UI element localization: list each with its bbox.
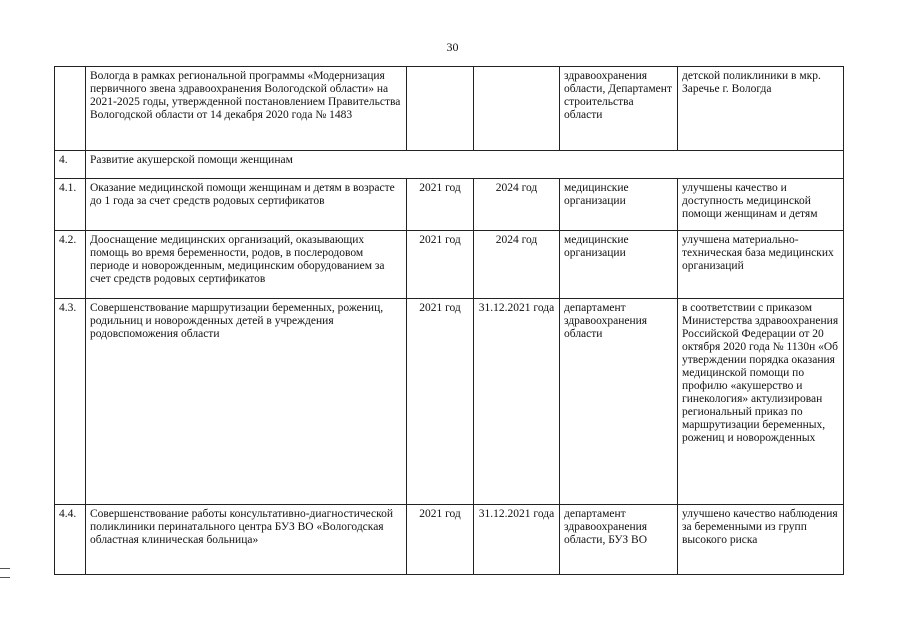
row-number: 4.3. bbox=[55, 299, 86, 505]
event-cell: Вологда в рамках региональной программы «Модернизация первичного звена здравоохранения Вологодской области» на 2021-2025 годы, утвержденной постановлением Правительства Вологодской области от 14 декабря 2020 года № 1483 bbox=[86, 67, 407, 151]
responsible-cell: медицинские организации bbox=[560, 231, 678, 299]
result-cell: улучшено качество наблюдения за беременными из групп высокого риска bbox=[678, 505, 844, 575]
end-date-cell bbox=[474, 67, 560, 151]
measures-table bbox=[54, 66, 844, 575]
section-number: 4. bbox=[55, 151, 86, 179]
table-row bbox=[55, 299, 844, 505]
responsible-cell: департамент здравоохранения области bbox=[560, 299, 678, 505]
start-date-cell: 2021 год bbox=[407, 299, 474, 505]
result-cell: улучшена материально-техническая база медицинских организаций bbox=[678, 231, 844, 299]
result-cell: детской поликлиники в мкр. Заречье г. Вологда bbox=[678, 67, 844, 151]
table-row bbox=[55, 151, 844, 179]
event-cell: Дооснащение медицинских организаций, оказывающих помощь во время беременности, родов, в послеродовом периоде и новорожденным, медицинским оборудованием за счет средств родовых сертификатов bbox=[86, 231, 407, 299]
result-cell: улучшены качество и доступность медицинской помощи женщинам и детям bbox=[678, 179, 844, 231]
table-row bbox=[55, 231, 844, 299]
row-number bbox=[55, 67, 86, 151]
table-row bbox=[55, 67, 844, 151]
event-cell: Совершенствование маршрутизации беременных, рожениц, родильниц и новорожденных детей в учреждения родовспоможения области bbox=[86, 299, 407, 505]
event-cell: Оказание медицинской помощи женщинам и детям в возрасте до 1 года за счет средств родовых сертификатов bbox=[86, 179, 407, 231]
row-number: 4.2. bbox=[55, 231, 86, 299]
margin-mark bbox=[0, 568, 10, 578]
end-date-cell: 2024 год bbox=[474, 179, 560, 231]
end-date-cell: 31.12.2021 года bbox=[474, 299, 560, 505]
responsible-cell: медицинские организации bbox=[560, 179, 678, 231]
row-number: 4.4. bbox=[55, 505, 86, 575]
end-date-cell: 2024 год bbox=[474, 231, 560, 299]
start-date-cell: 2021 год bbox=[407, 505, 474, 575]
end-date-cell: 31.12.2021 года bbox=[474, 505, 560, 575]
event-cell: Совершенствование работы консультативно-диагностической поликлиники перинатального центра БУЗ ВО «Вологодская областная клиническая больница» bbox=[86, 505, 407, 575]
table-row bbox=[55, 179, 844, 231]
start-date-cell: 2021 год bbox=[407, 179, 474, 231]
responsible-cell: здравоохранения области, Департамент строительства области bbox=[560, 67, 678, 151]
start-date-cell: 2021 год bbox=[407, 231, 474, 299]
result-cell: в соответствии с приказом Министерства здравоохранения Российской Федерации от 20 октября 2020 года № 1130н «Об утверждении порядка оказания медицинской помощи по профилю «акушерство и гинекология» актулизирован региональный приказ по маршрутизации беременных, рожениц и новорожденных bbox=[678, 299, 844, 505]
page-number: 30 bbox=[446, 40, 459, 54]
start-date-cell bbox=[407, 67, 474, 151]
responsible-cell: департамент здравоохранения области, БУЗ ВО bbox=[560, 505, 678, 575]
row-number: 4.1. bbox=[55, 179, 86, 231]
table-row bbox=[55, 505, 844, 575]
section-title: Развитие акушерской помощи женщинам bbox=[86, 151, 844, 179]
